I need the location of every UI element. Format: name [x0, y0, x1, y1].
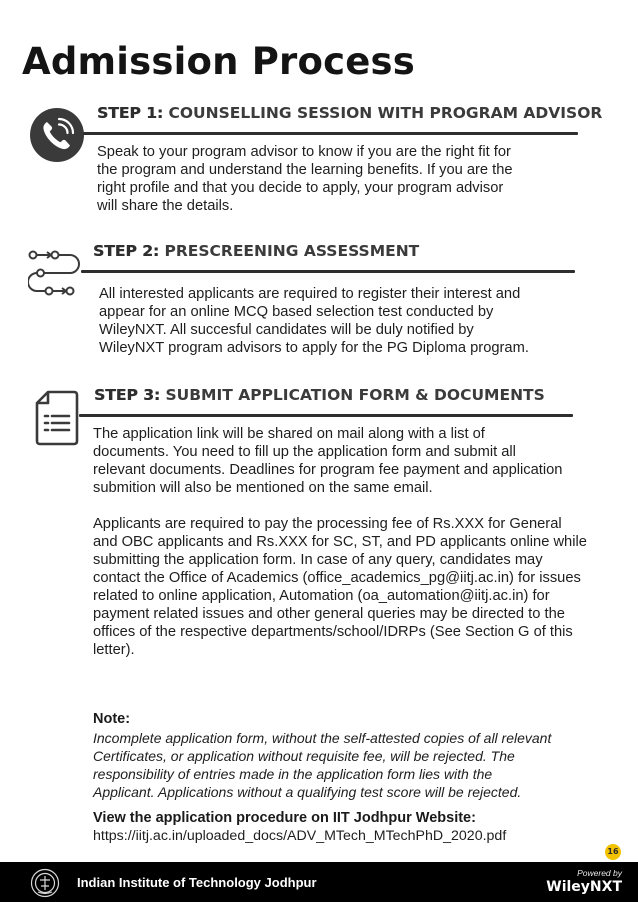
- iit-jodhpur-logo-icon: [30, 868, 60, 898]
- document-icon: [35, 390, 79, 446]
- step-3-title: SUBMIT APPLICATION FORM & DOCUMENTS: [165, 386, 545, 404]
- step-3-heading: [94, 386, 545, 404]
- step-1-heading: [97, 104, 602, 122]
- footer-powered-by: Powered by: [577, 868, 622, 878]
- procedure-label: View the application procedure on IIT Jodhpur Website:: [93, 810, 476, 826]
- footer-bar: [0, 862, 638, 902]
- text-line: contact the Office of Academics (office_academics_pg@iitj.ac.in) for issues: [93, 570, 581, 586]
- step-3-fee-paragraph: [93, 515, 587, 659]
- note-text: [93, 729, 613, 801]
- text-line: the program and understand the learning benefits. If you are the: [97, 162, 513, 178]
- text-line: WileyNXT. All succesful candidates will be duly notified by: [99, 322, 474, 338]
- text-line: The application link will be shared on mail along with a list of: [93, 426, 485, 442]
- step-3-divider: [79, 414, 573, 417]
- text-line: offices of the respective departments/school/IDRPs (See Section G of this: [93, 624, 573, 640]
- process-flow-icon: [28, 247, 82, 301]
- step-2-number: STEP 2:: [93, 242, 160, 260]
- text-line: Applicants are required to pay the processing fee of Rs.XXX for General: [93, 516, 562, 532]
- text-line: submitting the application form. In case of any query, candidates may: [93, 552, 543, 568]
- step-1-number: STEP 1:: [97, 104, 164, 122]
- footer-brand-logo: WileyNXT: [546, 879, 622, 895]
- phone-icon: [29, 107, 85, 163]
- text-line: responsibility of entries made in the application form lies with the: [93, 766, 493, 782]
- step-2-heading: [93, 242, 419, 260]
- step-2-description: [99, 285, 529, 357]
- text-line: Speak to your program advisor to know if you are the right fit for: [97, 144, 511, 160]
- text-line: payment related issues and other general queries may be directed to the: [93, 606, 565, 622]
- step-1-title: COUNSELLING SESSION WITH PROGRAM ADVISOR: [168, 104, 603, 122]
- text-line: Incomplete application form, without the self-attested copies of all relevant: [93, 730, 552, 746]
- text-line: WileyNXT program advisors to apply for the PG Diploma program.: [99, 340, 529, 356]
- step-1-description: [97, 143, 513, 215]
- text-line: documents. You need to fill up the application form and submit all: [93, 444, 516, 460]
- page-title: Admission Process: [22, 40, 415, 83]
- page-number-badge: 16: [605, 844, 621, 860]
- footer-institute-name: Indian Institute of Technology Jodhpur: [77, 875, 317, 890]
- note-label: Note:: [93, 711, 131, 727]
- text-line: appear for an online MCQ based selection test conducted by: [99, 304, 494, 320]
- text-line: letter).: [93, 642, 135, 658]
- step-1-divider: [83, 132, 578, 135]
- text-line: related to online application, Automation (oa_automation@iitj.ac.in) for: [93, 588, 550, 604]
- text-line: will share the details.: [97, 198, 234, 214]
- text-line: submition will also be mentioned on the same email.: [93, 480, 433, 496]
- text-line: All interested applicants are required to register their interest and: [99, 286, 521, 302]
- text-line: and OBC applicants and Rs.XXX for SC, ST, and PD applicants online while: [93, 534, 587, 550]
- step-3-description: [93, 425, 562, 497]
- text-line: right profile and that you decide to apply, your program advisor: [97, 180, 504, 196]
- text-line: Certificates, or application without requisite fee, will be rejected. The: [93, 748, 515, 764]
- step-3-number: STEP 3:: [94, 386, 161, 404]
- procedure-url-link[interactable]: https://iitj.ac.in/uploaded_docs/ADV_MTech_MTechPhD_2020.pdf: [93, 828, 507, 844]
- text-line: Applicant. Applications without a qualifying test score will be rejected.: [93, 784, 522, 800]
- step-2-divider: [81, 270, 575, 273]
- step-2-title: PRESCREENING ASSESSMENT: [164, 242, 420, 260]
- text-line: relevant documents. Deadlines for program fee payment and application: [93, 462, 563, 478]
